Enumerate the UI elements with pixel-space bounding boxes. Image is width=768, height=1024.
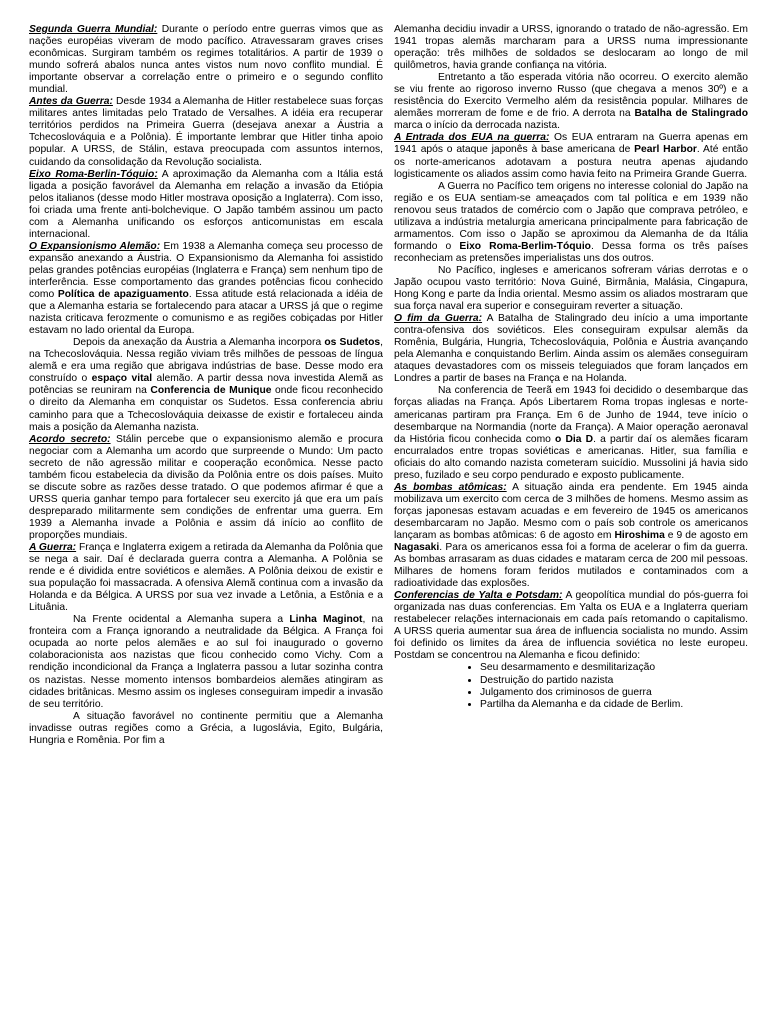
paragraph-a-guerra: A Guerra: França e Inglaterra exigem a retirada da Alemanha da Polônia que se nega a sair. Daí é declarada guerra contra a Alemanha. A Polônia se rende e é dividida entre soviéticos e alemães. A Polônia deixou de existir e sua população foi massacrada. A ofensiva Alemã continua com a invasão da Holanda e da Bélgica. A URSS por sua vez invade a Letônia, a Estônia e a Lituânia. <box>29 542 383 614</box>
list-item: • Destruição do partido nazista <box>480 675 748 687</box>
heading-entrada-eua: A Entrada dos EUA na guerra: <box>394 132 550 144</box>
heading-bombas-atomicas: As bombas atômicas: <box>394 481 507 493</box>
paragraph-guerra-pacifico: A Guerra no Pacífico tem origens no interesse colonial do Japão na região e os EUA sentiam-se ameaçados com tal política e em 1939 não renovou seus tratados de comércio com o Japão que comprava petróleo, e utilizava a indústria metalurgia americana principalmente para fabricação de armamentos. Com isso o Japão se aproximou da Alemanha de da Itália formando o Eixo Roma-Berlim-Tóquio. Dessa forma os três países reconheciam as pretensões imperialistas uns dos outros. <box>394 180 748 264</box>
paragraph-teera: Na conferencia de Teerã em 1943 foi decidido o desembarque das forças aliadas na França. Após Libertarem Roma tropas inglesas e norte-americanas partiram pra França. Em 6 de Junho de 1944, teve início o desembarque na Normandia (norte da França). A Maior operação aeronaval da História ficou conhecida como o Dia D. a partir daí os alemães ficaram encurralados entre tropas soviéticas e americanas. Hitler, sua família e oficiais do alto comando nazista cometeram suicídio. Mussolini já havia sido preso, fuzilado e seu corpo pendurado e exposto publicamente. <box>394 385 748 481</box>
list-item: • Julgamento dos criminosos de guerra <box>480 687 748 699</box>
paragraph-stalingrado: Entretanto a tão esperada vitória não ocorreu. O exercito alemão se viu frente ao rigoroso inverno Russo (que chegava a menos 30º) e a resistência do Exercito Vermelho além da resistência popular. Milhares de alemães morreram de fome e de frio. A derrota na Batalha de Stalingrado marca o início da derrocada nazista. <box>394 72 749 132</box>
paragraph-frente-ocidental: Na Frente ocidental a Alemanha supera a Linha Maginot, na fronteira com a França ignorando a neutralidade da Bélgica. A França foi ocupada ao norte pelos alemães e ao sul foi inaugurado o governo colaboracionista aos nazistas que ficou conhecido como Vichy. Com a rendição incondicional da França a Inglaterra passou a lutar sozinha contra os nazistas. Nesse momento intensos bombardeios alemães atingiram as cidades britânicas. Mesmo assim os ingleses conseguiram impedir a invasão de seu território. <box>29 614 384 710</box>
paragraph-derrotas-pacifico: No Pacífico, ingleses e americanos sofreram várias derrotas e o Japão ocupou vasto território: Nova Guiné, Birmânia, Malásia, Cingapura, Hong Kong e parte da Índia oriental. Mesmo assim os aliados mostraram que sua força naval era superior e conseguiram reverter a situação. <box>394 264 748 313</box>
heading-eixo: Eixo Roma-Berlin-Tóquio: <box>29 168 158 180</box>
potsdam-list <box>394 662 748 710</box>
paragraph-entrada-eua: A Entrada dos EUA na guerra: Os EUA entraram na Guerra apenas em 1941 após o ataque japonês à base americana de Pearl Harbor. Até então os norte-americanos adotavam a postura neutra apenas ajudando logisticamente os aliados assim como havia feito na Primeira Grande Guerra. <box>394 132 748 180</box>
heading-fim-da-guerra: O fim da Guerra: <box>394 313 483 325</box>
paragraph-acordo-secreto: Acordo secreto: Stálin percebe que o expansionismo alemão e procura negociar com a Alemanha um acordo que surpreende o Mundo: Um pacto secreto de não agressão militar e cooperação econômica. Nesse pacto também ficou estabelecia da divisão da Polônia entre os dois países. Muito se discute sobre as razões desse tratado. O que podemos afirmar é que a URSS queria ganhar tempo para fortalecer seu exercito já que era um país despreparado militarmente sem condições de enfrentar uma guerra. Em 1939 a Alemanha invade a Polônia e assim dá início ao conflito de proporções mundiais. <box>29 433 384 541</box>
heading-yalta-potsdam: Conferencias de Yalta e Potsdam: <box>394 590 563 602</box>
heading-antes-da-guerra: Antes da Guerra: <box>29 96 113 108</box>
paragraph-antes-da-guerra: Antes da Guerra: Desde 1934 a Alemanha de Hitler restabelece suas forças militares antes limitadas pelo Tratado de Versalhes. A idéia era recuperar territórios perdidos na Primeira Guerra (desejava anexar a Áustria a Tchecoslováquia e a Polônia). É importante lembrar que Hitler tinha apoio popular. A URSS, de Stálin, estava preocupada com assuntos internos, cuidando da consolidação da Revolução socialista. <box>29 96 383 168</box>
heading-expansionismo: O Expansionismo Alemão: <box>29 240 161 252</box>
paragraph-sudetos: Depois da anexação da Áustria a Alemanha incorpora os Sudetos, na Tchecoslováquia. Nessa região viviam três milhões de pessoas de língua alemã e era uma região que abrigava indústrias de base. Desse modo era construído o espaço vital alemão. A partir dessa nova investida Alemã as potências se reuniram na Conferencia de Munique onde ficou reconhecido o direito da Alemanha em conquistar os Sudetos. Essa conferencia abriu caminho para que a Tchecoslováquia deixasse de existir e fortaleceu ainda mais a posição da Alemanha nazista. <box>29 337 384 433</box>
paragraph-invasao-urss: Alemanha decidiu invadir a URSS, ignorando o tratado de não-agressão. Em 1941 tropas alemãs marcharam para a URSS numa impressionante operação: três milhões de soldados se deslocaram ao longo de mil quilômetros, havia grande confiança na vitória. <box>394 24 748 72</box>
left-column <box>29 24 383 747</box>
paragraph-expansionismo: O Expansionismo Alemão: Em 1938 a Alemanha começa seu processo de expansão anexando a Áustria. O Expansionismo da Alemanha foi assistido pelas grandes potências européias (Inglaterra e França) sem nenhum tipo de interferência. Esse comportamento das grandes potências ficou conhecido como Política de apaziguamento. Essa atitude está relacionada a idéia de que a Alemanha estaria se fortalecendo para atacar a URSS já que o regime nazista criticava ferozmente o comunismo e as regiões cobiçadas por Hitler estavam no lado oriental da Europa. <box>29 240 384 337</box>
heading-a-guerra: A Guerra: <box>29 542 77 554</box>
heading-segunda-guerra: Segunda Guerra Mundial: <box>29 24 158 35</box>
list-item: • Seu desarmamento e desmilitarização <box>480 662 748 674</box>
right-column <box>394 24 748 711</box>
list-item: • Partilha da Alemanha e da cidade de Berlim. <box>480 699 748 711</box>
heading-acordo-secreto: Acordo secreto: <box>29 433 111 445</box>
paragraph-eixo: Eixo Roma-Berlin-Tóquio: A aproximação da Alemanha com a Itália está ligada a posição favorável da Alemanha em relação a invasão da Etiópia pelos italianos (desse modo Hitler mostrava oposição a Inglaterra). Com isso, foi criada uma frente anti-bolchevique. O Japão também assinou um pacto com a Alemanha unificando os esforços anticomunistas em escala internacional. <box>29 168 383 240</box>
paragraph-fim-da-guerra: O fim da Guerra: A Batalha de Stalingrado deu início a uma importante contra-ofensiva dos soviéticos. Eles conseguiram expulsar alemãs da Romênia, Bulgária, Hungria, Tchecoslováquia, Polônia e Áustria avançando pela Alemanha e conquistando Berlim. Ainda assim os alemães conseguiram ataques devastadores com os misseis teleguiados que foram lançados em Londres a partir de bases na França e na Holanda. <box>394 313 748 385</box>
paragraph-situacao-favoravel: A situação favorável no continente permitiu que a Alemanha invadisse outras regiões como a Grécia, a Iugoslávia, Egito, Bulgária, Hungria e Romênia. Por fim a <box>29 710 383 746</box>
paragraph-bombas-atomicas: As bombas atômicas: A situação ainda era pendente. Em 1945 ainda mobilizava um exercito com cerca de 3 milhões de homens. Mesmo assim as forças japonesas estavam acuadas e em fevereiro de 1945 os americanos desembarcaram no Japão. Mesmo com o país sob controle os americanos lançaram as bombas atômicas: 6 de agosto em Hiroshima e 9 de agosto em Nagasaki. Para os americanos essa foi a forma de acelerar o fim da guerra. As bombas arrasaram as duas cidades e mataram cerca de 200 mil pessoas. Milhares de homens foram feridos mutilados e contaminados com a radioatividade das explosões. <box>394 481 748 590</box>
paragraph-yalta-potsdam: Conferencias de Yalta e Potsdam: A geopolítica mundial do pós-guerra foi organizada nas duas conferencias. Em Yalta os EUA e a Inglaterra queriam restabelecer relações internacionais em cada país retomando o capitalismo. A URSS queria aumentar sua área de influencia socialista no mundo. Assim foi definido os limites da área de influencia soviética no leste europeu. Postdam se concentrou na Alemanha e ficou definido: <box>394 590 748 662</box>
paragraph-segunda-guerra: Segunda Guerra Mundial: Durante o período entre guerras vimos que as nações européias viveram de modo pacífico. Atravessaram graves crises econômicas. Surgiram também os regimes totalitários. A partir de 1939 o mundo sofrerá abalos nunca antes vistos num novo conflito mundial. É importante observar a correlação entre o primeiro e o segundo conflito mundial. <box>29 24 384 96</box>
